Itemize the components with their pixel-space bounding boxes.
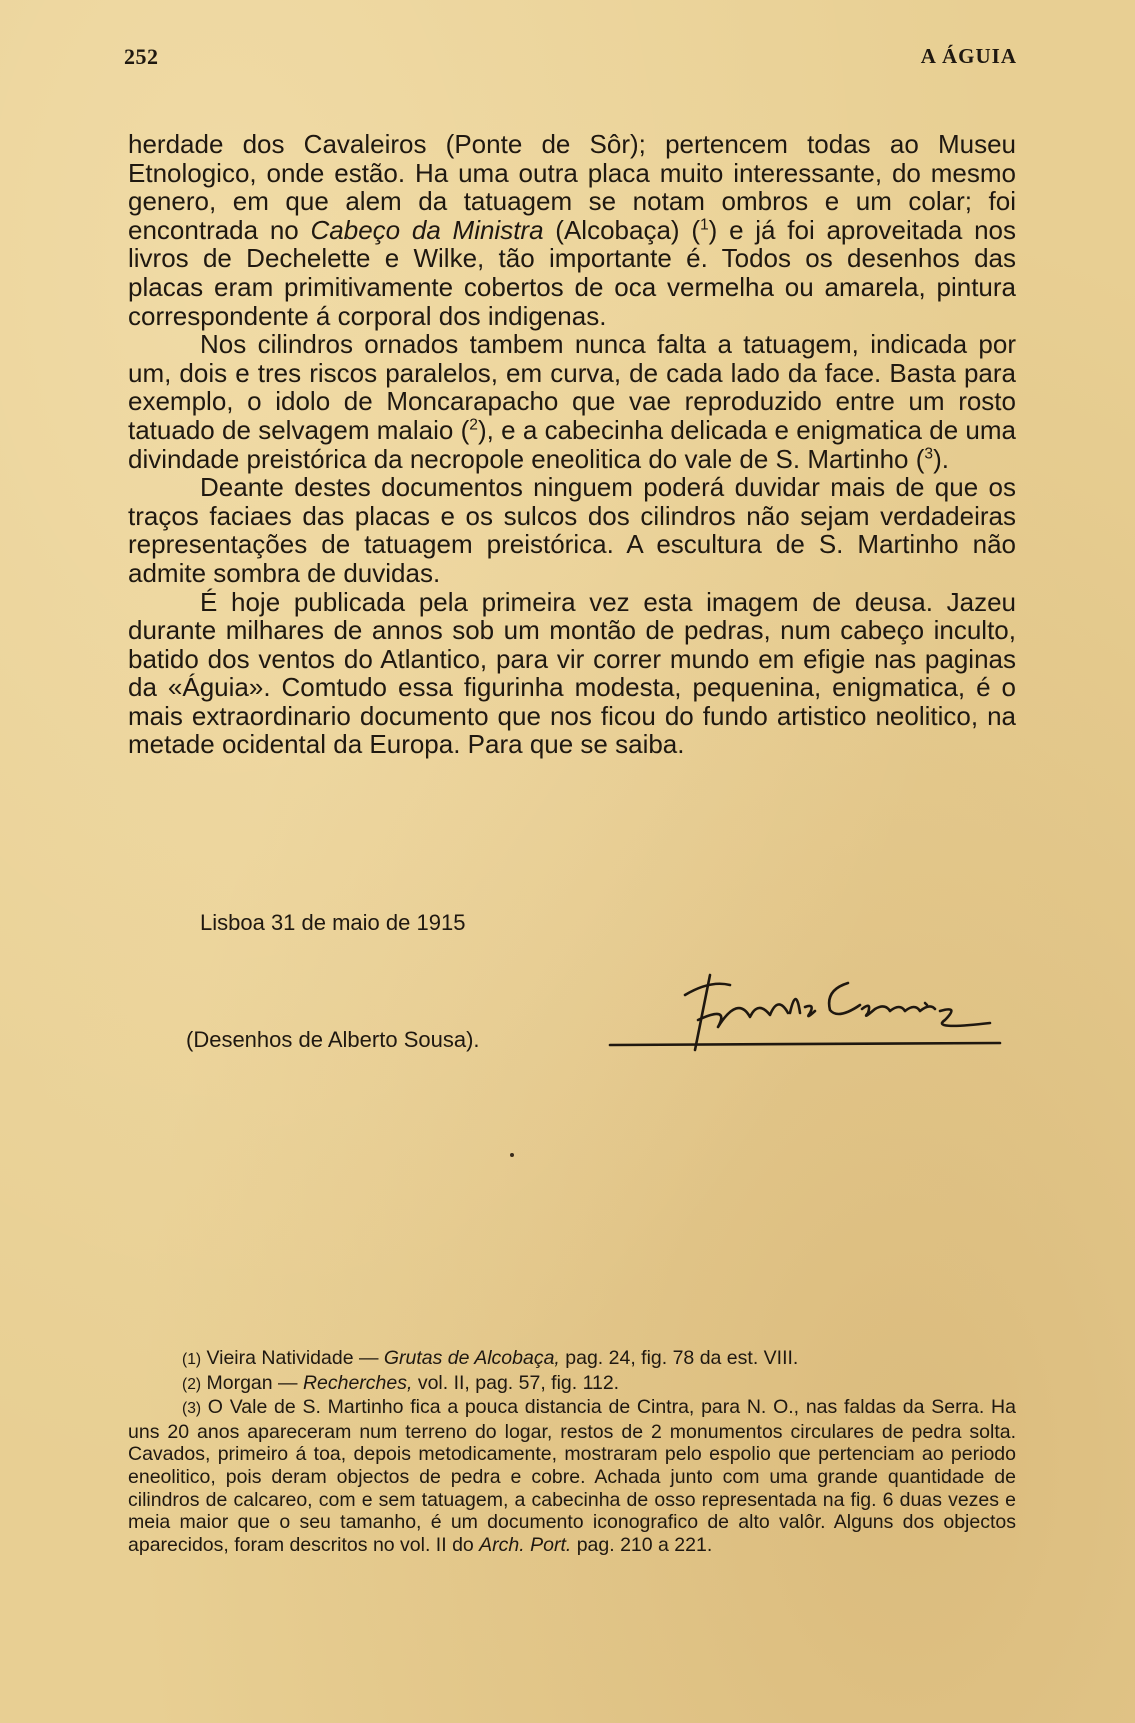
footnote-3: (3) O Vale de S. Martinho fica a pouca distancia de Cintra, para N. O., nas faldas da Serra. Ha uns 20 anos apareceram num terreno do logar, restos de 2 monumentos circulares de pedra solta. Cavados, primeiro á toa, depois metodicamente, mostraram pelo espolio que pertenciam ao periodo eneolitico, pois deram objectos de pedra e cobre. Achada junto com uma grande quantidade de cilindros de calcareo, com e sem tatuagem, a cabecinha de osso representada na fig. 6 duas vezes e meia maior que o seu tamanho, é um documento iconografico de alto valôr. Alguns dos objectos aparecidos, foram descritos no vol. II do Arch. Port. pag. 210 a 221. (128, 1396, 1016, 1556)
paragraph-2: Nos cilindros ornados tambem nunca falta a tatuagem, indicada por um, dois e tres riscos paralelos, em curva, de cada lado da face. Basta para exemplo, o idolo de Moncarapacho que vae reproduzido entre um rosto tatuado de selvagem malaio ($^2$), e a cabecinha delicada e enigmatica de uma divindade preistórica da necropole eneolitica do vale de S. Martinho ($^3$). (128, 329, 1017, 474)
footnote-ref-3: 3 (924, 444, 934, 462)
signature (600, 965, 1010, 1055)
running-head: A ÁGUIA (920, 44, 1017, 68)
place-name-italic: Cabeço da Ministra (310, 214, 544, 245)
illustration-credits: (Desenhos de Alberto Sousa). (186, 1027, 480, 1052)
page-number: 252 (124, 44, 159, 69)
footnote-2: (2) Morgan — Recherches, vol. II, pag. 57, fig. 112. (182, 1371, 620, 1394)
paragraph-1: herdade dos Cavaleiros (Ponte de Sôr); pertencem todas ao Museu Etnologico, onde estão. Ha uma outra placa muito interessante, do mesmo genero, em que alem da tatuagem se notam ombros e um colar; foi encontrada no Cabeço da Ministra (Alcobaça) ($^1$) e já foi aproveitada nos livros de Dechelette e Wilke, tão importante é. Todos os desenhos das placas eram primitivamente cobertos de oca vermelha ou amarela, pintura correspondente á corporal dos indigenas. (128, 129, 1017, 331)
dateline: Lisboa 31 de maio de 1915 (200, 910, 466, 935)
footnotes (128, 1347, 1016, 1556)
page-header (124, 44, 1017, 74)
article-body (128, 130, 1016, 759)
footnote-1: (1) Vieira Natividade — Grutas de Alcobaça, pag. 24, fig. 78 da est. VIII. (182, 1347, 799, 1369)
footnote-ref-2: 2 (469, 416, 478, 434)
paragraph-3: Deante destes documentos ninguem poderá duvidar mais de que os traços faciaes das placas e os sulcos dos cilindros não sejam verdadeiras representações de tatuagem preistórica. A escultura de S. Martinho não admite sombra de duvidas. (128, 472, 1016, 588)
footnote-ref-1: 1 (699, 216, 709, 234)
paragraph-4: É hoje publicada pela primeira vez esta imagem de deusa. Jazeu durante milhares de annos sob um montão de pedras, num cabeço inculto, batido dos ventos do Atlantico, para vir correr mundo em efigie nas paginas da «Águia». Comtudo essa figurinha modesta, pequenina, enigmatica, é o mais extraordinario documento que nos ficou do fundo artistico neolitico, na metade ocidental da Europa. Para que se saiba. (128, 586, 1016, 760)
ink-speck (510, 1153, 514, 1157)
